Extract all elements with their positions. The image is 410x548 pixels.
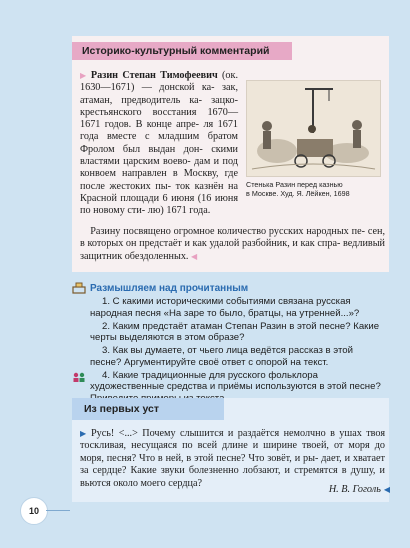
intro-line-10: 6 июня (16 июня по новому сти- bbox=[80, 192, 239, 217]
intro-line-5: братом Фролом был выдан дон- bbox=[80, 131, 238, 155]
intro-line-7: дам и под конвоем направлен в bbox=[80, 156, 238, 180]
triangle-marker-icon: ▶ bbox=[80, 429, 88, 438]
image-caption bbox=[246, 180, 386, 198]
tail-line-1: сен, в которых он предстаёт и как удалой разбойник, и как спра- bbox=[80, 226, 385, 250]
end-marker-icon: ◀ bbox=[191, 251, 198, 261]
intro-line-4: ля 1671 года вместе с младшим bbox=[80, 119, 239, 143]
caption-line-2: в Москве. Худ. Я. Лёйкен, 1698 bbox=[246, 189, 350, 199]
intro-line-2: зацко-крестьянского восстания bbox=[80, 94, 238, 118]
intro-line-11: лю) 1671 года. bbox=[147, 205, 211, 217]
question-item: 2. Каким предстаёт атаман Степан Разин в этой песне? Какие черты выделяются в этом образе? bbox=[90, 320, 380, 344]
quote-author bbox=[300, 484, 390, 495]
quote-line-2: моря до моря, песня? Что в ней, в этой песне? Что зовёт, и ры- bbox=[80, 440, 385, 464]
commentary-text bbox=[80, 70, 238, 218]
intro-line-3: 1670—1671 годов. В конце апре- bbox=[80, 106, 238, 131]
end-marker-icon: ◀ bbox=[383, 485, 390, 494]
quote-line-0: Русь! <...> Почему слышится и раздаётся немолчно в ушах bbox=[91, 428, 362, 439]
intro-line-9: ток казнён на Красной площади bbox=[80, 180, 239, 204]
intro-line-8: Москву, где после жестоких пы- bbox=[80, 168, 238, 192]
quote-header: Из первых уст bbox=[72, 398, 224, 420]
page-margin bbox=[0, 0, 60, 548]
commentary-header: Историко-культурный комментарий bbox=[72, 42, 292, 60]
questions-title: Размышляем над прочитанным bbox=[90, 283, 249, 294]
commentary-tail bbox=[80, 226, 385, 263]
discussion-icon bbox=[72, 282, 86, 294]
pair-work-icon bbox=[72, 372, 86, 382]
caption-line-1: Стенька Разин перед казнью bbox=[246, 180, 343, 189]
triangle-marker-icon: ▶ bbox=[80, 71, 88, 80]
quote-line-3: дает, и хватает за сердце? Какие звуки болезненно лобзают, bbox=[80, 452, 385, 477]
question-item: 1. С какими историческими событиями связана русская народная песня «На заре то было, братцы, на утренней...»? bbox=[90, 296, 360, 319]
person-name: Разин Степан Тимофеевич bbox=[90, 70, 218, 81]
intro-line-0: (ок. 1630—1671) — донской ка- bbox=[80, 70, 239, 94]
question-item: 4. Какие традиционные для русского фольклора художественные средства и приёмы используются в этой песне? bbox=[90, 369, 381, 393]
author-name: Н. В. Гоголь bbox=[328, 484, 381, 495]
page-number-line bbox=[46, 510, 70, 511]
questions-list bbox=[90, 296, 386, 406]
tail-line-2: ведливый защитник обездоленных. bbox=[80, 238, 386, 262]
tail-line-0: Разину посвящено огромное количество русских народных пе- bbox=[90, 226, 365, 237]
page-number: 10 bbox=[20, 497, 48, 525]
quote-line-1: твоя тоскливая, несущаяся по всей длине и ширине твоей, от bbox=[80, 428, 386, 452]
intro-line-6: скими властями царским воево- bbox=[80, 143, 239, 168]
quote-text bbox=[80, 428, 385, 490]
engraving-image bbox=[246, 80, 381, 177]
quote-line-4: и стремятся в душу, и вьются около моего сердца? bbox=[80, 465, 386, 489]
question-item: 3. Как вы думаете, от чьего лица ведётся рассказ в этой песне? Аргументируйте своё ответ с опорой на текст. bbox=[90, 345, 353, 368]
intro-line-1: зак, атаман, предводитель ка- bbox=[80, 82, 238, 106]
